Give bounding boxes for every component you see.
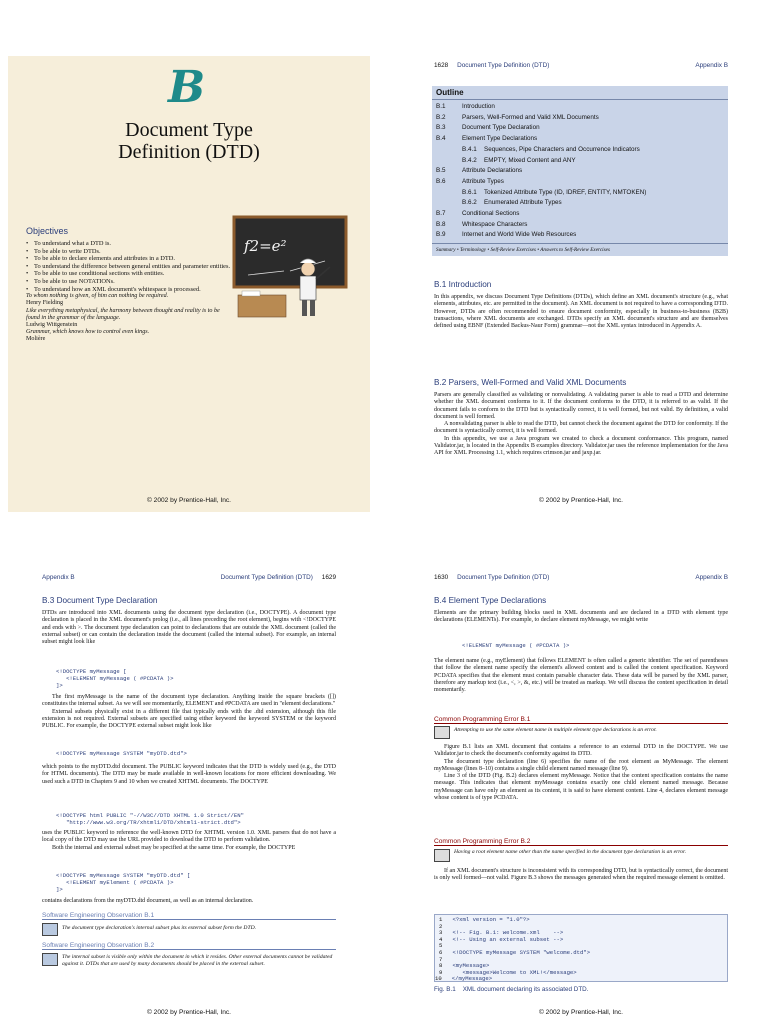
code-line: 3 <!-- Fig. B.1: welcome.xml --> <box>439 929 564 937</box>
outline-page <box>400 56 762 512</box>
quote-author: Henry Fielding <box>26 300 64 307</box>
paragraph: Figure B.1 lists an XML document that contains a reference to an external DTD in the DOCTYPE. We use Validator.jar to check the document's conformity against its DTD. <box>434 744 728 758</box>
objective-item: • To understand what a DTD is. <box>26 240 231 248</box>
outline-subitem: B.6.2 Enumerated Attribute Types <box>462 199 562 207</box>
page-number: 1628 <box>434 62 449 69</box>
paragraph: In this appendix, we use a Java program we created to check a document conformance. This program, named Validator.jar, is located in the Appendix B examples directory. Validator.jar uses the reference implementation for the Java API for XML Processing 1.1, which requires crimson.jar and jaxp.jar. <box>434 435 728 457</box>
figure-label: Fig. B.1 <box>434 986 456 993</box>
paragraph: uses the PUBLIC keyword to reference the well-known DTD for XHTML version 1.0. XML parsers that do not have a local copy of the DTD may use the URL provided to download the DTD to perform validation. <box>42 830 336 844</box>
objective-item: • To be able to write DTDs. <box>26 248 231 256</box>
outline-item: B.5 Attribute Declarations <box>436 167 523 175</box>
element-declarations-page <box>400 568 762 1024</box>
paragraph: The element name (e.g., myElement) that follows ELEMENT is often called a generic identifier. The set of parentheses that follow the element name specify the element's allowed content and is called the content specification. Keyword PCDATA specifies that the element must contain parsable character data. These data will be parsed by the XML parser, therefore any markup text (i.e., <, >, &, etc.) will be treated as markup. We will discuss the content specification in detail momentarily. <box>434 658 728 694</box>
section-heading: B.1 Introduction <box>434 280 492 289</box>
outline-subitem: B.6.1 Tokenized Attribute Type (ID, IDREF, ENTITY, NMTOKEN) <box>462 188 647 196</box>
code-line: 1 <?xml version = "1.0"?> <box>439 916 530 923</box>
section-body <box>42 830 336 852</box>
code-line: 9 <message>Welcome to XML!</message> <box>439 968 577 976</box>
section-body <box>434 744 728 802</box>
error-icon <box>434 726 450 739</box>
swe-observation-title: Software Engineering Observation B.1 <box>42 912 336 920</box>
chapter-opener-page <box>8 56 370 512</box>
paragraph: A nonvalidating parser is able to read the DTD, but cannot check the document against the DTD for conformity. If the document is syntactically correct, it is well formed. <box>434 421 728 435</box>
chapter-title-line2: Definition (DTD) <box>118 141 260 163</box>
doctype-page <box>8 568 370 1024</box>
paragraph: Both the internal and external subset may be specified at the same time. For example, the DOCTYPE <box>52 844 296 851</box>
outline-item: B.9 Internet and World Wide Web Resources <box>436 231 577 239</box>
code-line: 2 <box>439 922 443 930</box>
outline-heading: Outline <box>432 86 728 100</box>
outline-item: B.7 Conditional Sections <box>436 210 520 218</box>
section-body <box>434 610 728 625</box>
running-header <box>434 62 728 69</box>
programming-error-text: Attempting to use the same element name in multiple element type declarations is an error. <box>454 727 657 733</box>
swe-observation-title: Software Engineering Observation B.2 <box>42 942 336 950</box>
programming-error-text: Having a root element name other than the name specified in the document type declaration is an error. <box>454 849 686 855</box>
objectives-list <box>26 240 231 344</box>
code-line: 10 </myMessage> <box>435 975 493 983</box>
objective-item: • To be able to use conditional sections with entities. <box>26 270 231 278</box>
code-snippet: <!DOCTYPE myMessage [ <!ELEMENT myMessage ( #PCDATA )> ]> <box>56 668 174 689</box>
section-body <box>434 294 728 330</box>
quote-author: Ludwig Wittgenstein <box>26 321 78 328</box>
code-snippet: <!ELEMENT myMessage ( #PCDATA )> <box>462 642 570 649</box>
paragraph: DTDs are introduced into XML documents using the document type declaration (i.e., DOCTYPE). A document type declaration is placed in the XML document's prolog (i.e., all lines preceding the root element), begins with <!DOCTYPE and ends with >. The document type declaration can point to declarations that are outside the XML document (called the external subset) or can contain the declaration inside the document (called the internal subset). For example, an internal subset might look like <box>42 610 336 646</box>
paragraph: Elements are the primary building blocks used in XML documents and are declared in a DTD with element type declarations (ELEMENTs). For example, to declare element myMessage, we might write <box>434 610 728 624</box>
quote-text: To whom nothing is given, of him can nothing be required. <box>26 293 169 300</box>
swe-observation-text: The document type declaration's internal subset plus its external subset form the DTD. <box>62 925 257 931</box>
page-footer: © 2002 by Prentice-Hall, Inc. <box>146 497 232 504</box>
appendix-label: Appendix B <box>695 574 728 581</box>
running-header <box>434 574 728 581</box>
figure-caption <box>434 986 588 993</box>
running-header <box>42 574 336 581</box>
paragraph: The first myMessage is the name of the document type declaration. Anything inside the square brackets ([]) constitutes the internal subset. As we will see momentarily, ELEMENT and #PCDATA are used in "element declarations." <box>42 694 336 708</box>
section-body <box>42 610 336 646</box>
quote-author: Molière <box>26 336 46 343</box>
code-listing <box>434 914 728 982</box>
programming-error-title: Common Programming Error B.2 <box>434 838 728 846</box>
chapter-title <box>8 119 370 163</box>
page-number: 1629 <box>321 574 336 581</box>
chapter-outline <box>432 86 728 256</box>
outline-subitem: B.4.1 Sequences, Pipe Characters and Occurrence Indicators <box>462 145 640 153</box>
section-heading: B.4 Element Type Declarations <box>434 596 547 605</box>
appendix-label: Appendix B <box>42 574 75 581</box>
paragraph: Line 3 of the DTD (Fig. B.2) declares element myMessage. Notice that the content specification contains the name message. This indicates that element myMessage contains exactly one child element named message. Because myMessage can have only an element as its content, it is said to have element content. Line 4, declares element message whose content is of type PCDATA. <box>434 773 728 802</box>
page-number: 1630 <box>434 574 449 581</box>
page-footer: © 2002 by Prentice-Hall, Inc. <box>538 497 624 504</box>
outline-item: B.4 Element Type Declarations <box>436 135 538 143</box>
teacher-chalkboard-illustration <box>230 211 350 326</box>
paragraph: External subsets physically exist in a different file that typically ends with the .dtd extension, although this file extension is not required. External subsets are specified using either keyword the keyword SYSTEM or the keyword PUBLIC. For example, the DOCTYPE external subset might look like <box>42 708 336 730</box>
paragraph: which points to the myDTD.dtd document. The PUBLIC keyword indicates that the DTD is widely used (e.g., the DTD for HTML documents). The DTD may be made available in well-known locations for more efficient downloading. We used such a DTD in Chapters 9 and 10 when we created XHTML documents. The DOCTYPE <box>42 764 336 785</box>
outline-item: B.1 Introduction <box>436 103 495 110</box>
code-line: 7 <box>439 955 443 963</box>
chapter-title-line1: Document Type <box>125 119 253 141</box>
figure-caption-text: XML document declaring its associated DTD. <box>462 986 589 993</box>
objectives-heading: Objectives <box>26 226 69 236</box>
section-body <box>42 898 336 905</box>
section-body <box>42 764 336 786</box>
code-line: 5 <box>439 942 443 950</box>
appendix-label: Appendix B <box>695 62 728 69</box>
page-footer: © 2002 by Prentice-Hall, Inc. <box>146 1009 232 1016</box>
code-snippet: <!DOCTYPE myMessage SYSTEM "myDTD.dtd"> <box>56 750 187 757</box>
running-title: Document Type Definition (DTD) <box>457 574 550 581</box>
swe-icon <box>42 923 58 936</box>
paragraph: contains declarations from the myDTD.dtd document, as well as an internal declaration. <box>42 898 254 904</box>
outline-summary: Summary • Terminology • Self-Review Exercises • Answers to Self-Review Exercises <box>432 243 728 256</box>
section-body <box>434 658 728 694</box>
chalkboard-formula: f2=e² <box>244 237 287 255</box>
outline-subitem: B.4.2 EMPTY, Mixed Content and ANY <box>462 156 576 164</box>
section-body <box>434 868 728 883</box>
section-heading: B.3 Document Type Declaration <box>42 596 158 605</box>
paragraph: In this appendix, we discuss Document Type Definitions (DTDs), which define an XML document's structure (e.g., what elements, attributes, etc. are permitted in the document). An XML document is not required to have a corresponding DTD. However, DTDs are often recommended to ensure document conformity, especially in business-to-business (B2B) transactions, where XML documents are exchanged. DTDs specify an XML document's structure and are themselves defined using EBNF (Extended Backus-Naur Form) grammar—not the XML syntax introduced in Appendix A. <box>434 294 728 330</box>
code-snippet: <!DOCTYPE myMessage SYSTEM "myDTD.dtd" [ <!ELEMENT myElement ( #PCDATA )> ]> <box>56 872 191 893</box>
section-body <box>42 694 336 730</box>
outline-item: B.6 Attribute Types <box>436 177 504 185</box>
running-title: Document Type Definition (DTD) <box>220 574 313 581</box>
objective-item: • To be able to declare elements and attributes in a DTD. <box>26 255 231 263</box>
outline-item: B.2 Parsers, Well-Formed and Valid XML Documents <box>436 113 599 121</box>
outline-item: B.3 Document Type Declaration <box>436 124 540 132</box>
code-snippet: <!DOCTYPE html PUBLIC "-//W3C//DTD XHTML 1.0 Strict//EN" "http://www.w3.org/TR/xhtml1/DTD/xhtml1-strict.dtd"> <box>56 812 244 826</box>
paragraph: Parsers are generally classified as validating or nonvalidating. A validating parser is able to read a DTD and determine whether the XML document conforms to it. If the document conforms to the DTD, it is referred to as valid. If the document fails to conform to the DTD but is syntactically correct, it is well formed, but not valid. By definition, a valid document is well formed. <box>434 392 728 420</box>
error-icon <box>434 849 450 862</box>
programming-error-title: Common Programming Error B.1 <box>434 716 728 724</box>
objective-item: • To understand the difference between general entities and parameter entities. <box>26 263 231 271</box>
paragraph: If an XML document's structure is inconsistent with its corresponding DTD, but is syntactically correct, the document is only well formed—not valid. Figure B.3 shows the messages generated when the required message element is omitted. <box>434 868 728 882</box>
objective-item: • To understand how an XML document's whitespace is processed. <box>26 286 231 294</box>
code-line: 8 <myMessage> <box>439 962 490 970</box>
code-line: 4 <!-- Using an external subset --> <box>439 935 564 943</box>
paragraph: The document type declaration (line 6) specifies the name of the root element as MyMessage. The element myMessage (lines 8–10) contains a single child element named message (line 9). <box>434 758 728 772</box>
section-body <box>434 392 728 458</box>
page-footer: © 2002 by Prentice-Hall, Inc. <box>538 1009 624 1016</box>
running-title: Document Type Definition (DTD) <box>457 62 550 69</box>
quote-text: Grammar, which knows how to control even kings. <box>26 329 150 336</box>
quote-text: Like everything metaphysical, the harmony between thought and reality is to be found in the grammar of the language. <box>26 307 220 321</box>
swe-icon <box>42 953 58 966</box>
outline-item: B.8 Whitespace Characters <box>436 220 528 228</box>
code-line: 6 <!DOCTYPE myMessage SYSTEM "welcome.dtd"> <box>439 949 591 956</box>
swe-observation-text: The internal subset is visible only within the document in which it resides. Other external documents cannot be validated against it. DTDs that are used by many documents should be placed in the external subset. <box>62 954 333 967</box>
section-heading: B.2 Parsers, Well-Formed and Valid XML Documents <box>434 378 627 387</box>
chapter-letter: B <box>168 62 206 113</box>
objective-item: • To be able to use NOTATIONs. <box>26 278 231 286</box>
